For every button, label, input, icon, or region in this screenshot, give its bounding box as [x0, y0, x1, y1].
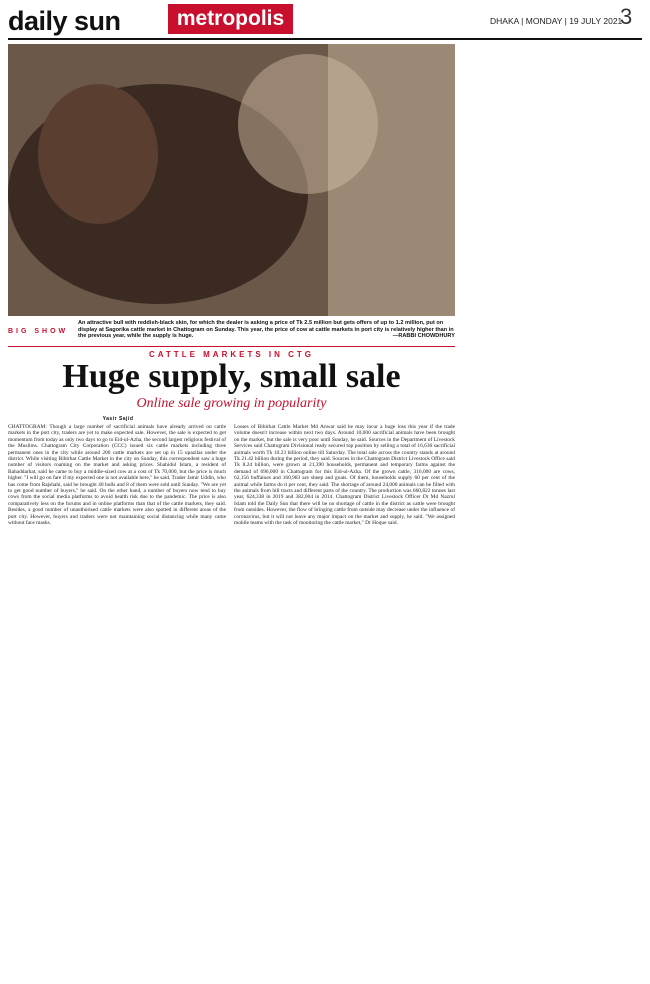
- cattle-headline: Huge supply, small sale: [62, 358, 401, 395]
- photo-caption: [78, 320, 455, 340]
- cattle-col-2: Losses of Bibirhat Cattle Market Md Anwar said he may incur a huge loss this year if the trade volume doesn't increase within next two days. Around 10,000 sacrificial animals have been brought on the market, but the sale is very poor until Sunday, he said. Sources in the Department of Livestock Services said Chattogram Divisional ready secured top position by selling a total of 16,636 sacrificial animals worth Tk 10.23 billion online till Saturday. The total sale across the country stands at around Tk 21.42 billion during the period, they said. Sources in the Chattogram District Livestock Office said Tk 8.24 billion, were grown at 21,390 households, permanent and temporary farms against the demand of 696,000 in Chattogram for this Eid-ul-Azha. Of the grown cattle, 316,000 are cows, 62,156 buffaloes and 160,983 are sheep and goats. Of them, households supply 60 per cent of the animal while farms do it per cent, they said. The shortage of around 24,000 animals can be filled with the animals from hill tracts and different parts of the country. The production was 660,822 tonnes last year, 624,338 in 2019 and 382,004 in 2014. Chattogram District Livestock Officer Dr Md Nazrul Islam told the Daily Sun that there will be no shortage of cattle in the district as cattle were brought from outsides. However, the flow of bringing cattle from outside may decrease under the influence of coronavirus, but it will not leave any major impact on the market and supply, he said. "We assigned mobile teams with the task of monitoring the cattle market," Dr Hoque said.: [234, 424, 455, 527]
- section-banner: metropolis: [168, 4, 293, 34]
- cattle-byline: Yasir Sajid: [102, 416, 134, 422]
- photo-kicker: BIG SHOW: [8, 328, 69, 335]
- edition-date: DHAKA | MONDAY | 19 JULY 2021: [490, 16, 623, 26]
- cattle-deck: Online sale growing in popularity: [136, 396, 327, 411]
- divider: [8, 346, 455, 347]
- page-number: 3: [620, 4, 633, 29]
- cattle-market-photo: [8, 44, 455, 316]
- masthead-rule: [8, 38, 642, 40]
- cattle-col-1: CHATTOGRAM: Though a large number of sacrificial animals have already arrived on cattle markets in the port city, traders are yet to make expected sale. However, the sale is expected to get momentum from today as only two days to go to Eid-ul-Azha, the second largest religious festival of the Muslims. Chattogram City Corporation (CCC) issued six cattle markets including three permanent ones in the city while around 200 cattle markets are set up in 15 upazilas under the district. While visiting Bibirhat Cattle Market in the city on Sunday, this correspondent saw a huge number of visitors roaming on the market and asking prices. Shahidul Islam, a resident of Bahaddarhat, said he came to buy a middle-sized cow at a cost of Tk 70,000, but the price is much higher. "I will go on fare if my expected one is not available here," he said. Trader Jamir Uddin, who has come from Rajshahi, said he brought 40 bulls and 8 of them were sold until Sunday. "We are yet to get good number of buyers," he said. On the other hand, a number of buyers now tend to buy cows from the social media platforms to avoid health risk due to the pandemic. The price is also comparatively less on the forums and in online platforms than that of the cattle markets, they said. Besides, a good number of unauthorised cattle markets were also spotted in different areas of the port city. However, buyers and traders were not maintaining social distancing while many came without face masks.: [8, 424, 226, 527]
- bull-illustration: [8, 44, 455, 316]
- photo-credit: —RABBI CHOWDHURY: [392, 333, 455, 340]
- photo-caption-text: An attractive bull with reddish-black skin, for which the dealer is asking a price of Tk 2.5 million but gets offers of up to 1.2 million, put on display at Sagorika cattle market in Chattogram on Sunday. This year, the price of cow at cattle markets in port city is relatively higher than in the previous year, while the supply is huge.: [78, 320, 454, 340]
- cattle-kicker: CATTLE MARKETS IN CTG: [148, 350, 315, 359]
- masthead-paper-name: daily sun: [8, 6, 121, 36]
